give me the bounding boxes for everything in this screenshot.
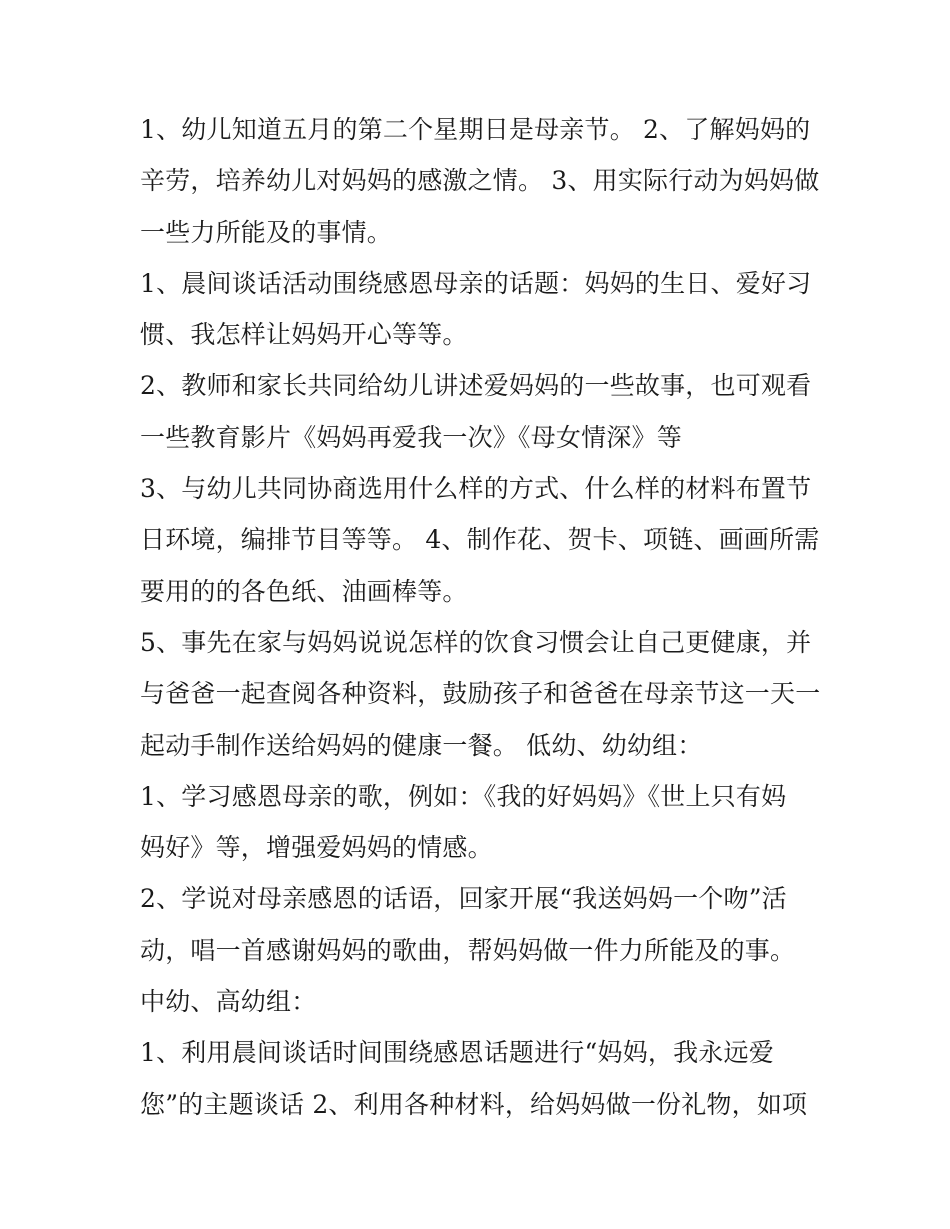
text-line-17: 动，唱一首感谢妈妈的歌曲，帮妈妈做一件力所能及的事。 [140,935,796,965]
text-line-14: 1、学习感恩母亲的歌，例如：《我的好妈妈》《世上只有妈 [140,781,787,811]
text-line-15: 妈好》等，增强爱妈妈的情感。 [140,833,493,863]
text-line-2: 辛劳，培养幼儿对妈妈的感激之情。 3、用实际行动为妈妈做 [140,166,820,196]
text-line-13: 起动手制作送给妈妈的健康一餐。 低幼、幼幼组： [140,730,703,760]
text-line-11: 5、事先在家与妈妈说说怎样的饮食习惯会让自己更健康，并 [140,627,812,657]
text-line-9: 日环境，编排节目等等。 4、制作花、贺卡、项链、画画所需 [140,525,820,555]
text-line-20: 您”的主题谈话 2、利用各种材料，给妈妈做一份礼物，如项 [140,1089,808,1119]
text-line-5: 惯、我怎样让妈妈开心等等。 [140,320,468,350]
text-line-16: 2、学说对母亲感恩的话语，回家开展“我送妈妈一个吻”活 [140,884,787,914]
text-line-6: 2、教师和家长共同给幼儿讲述爱妈妈的一些故事，也可观看 [140,371,812,401]
text-line-10: 要用的的各色纸、油画棒等。 [140,576,468,606]
text-line-8: 3、与幼儿共同协商选用什么样的方式、什么样的材料布置节 [140,474,812,504]
text-line-4: 1、晨间谈话活动围绕感恩母亲的话题：妈妈的生日、爱好习 [140,268,812,298]
text-line-18: 中幼、高幼组： [140,987,317,1017]
document-body [140,104,830,1130]
text-line-19: 1、利用晨间谈话时间围绕感恩话题进行“妈妈，我永远爱 [140,1038,774,1068]
text-line-7: 一些教育影片《妈妈再爱我一次》《母女情深》等 [140,422,682,452]
text-line-3: 一些力所能及的事情。 [140,217,393,247]
text-line-1: 1、幼儿知道五月的第二个星期日是母亲节。 2、了解妈妈的 [140,115,811,144]
text-line-12: 与爸爸一起查阅各种资料，鼓励孩子和爸爸在母亲节这一天一 [140,679,821,709]
